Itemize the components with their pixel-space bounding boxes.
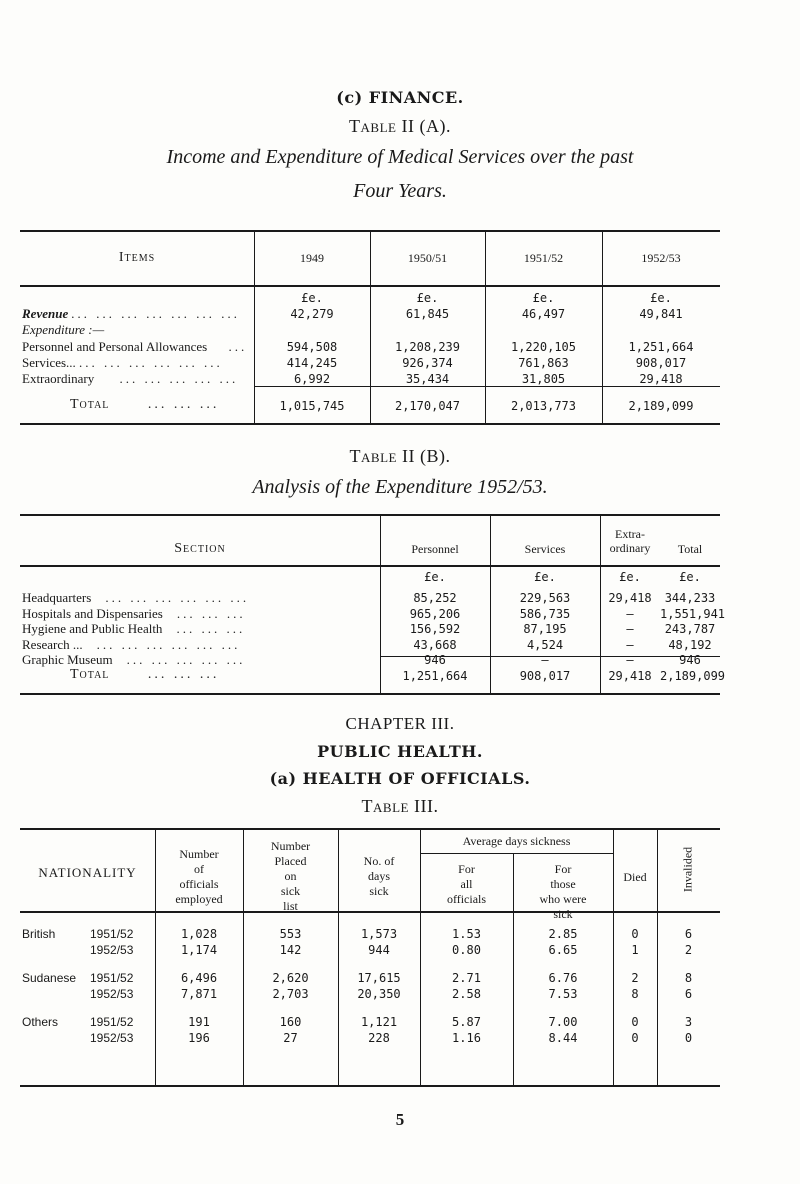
table-a-total-cell: 2,170,047 bbox=[394, 399, 461, 413]
table-c-year: 1952/53 bbox=[90, 1031, 134, 1045]
table-c-cell: 1,028 bbox=[180, 927, 218, 941]
table-b-cell: — bbox=[541, 653, 549, 667]
table-b-cell: — bbox=[626, 653, 634, 667]
table-a-heading: Table II (A). bbox=[349, 116, 451, 136]
table-c-nationality: British bbox=[22, 927, 56, 941]
chapter-heading: CHAPTER III. bbox=[345, 714, 455, 733]
table-b-total-label: Total ... ... ... bbox=[70, 667, 220, 682]
table-a-col-1952: 1952/53 bbox=[641, 251, 681, 265]
table-c-cell: 944 bbox=[368, 943, 390, 957]
table-c-year: 1951/52 bbox=[90, 971, 134, 985]
subsection-heading: (a) HEALTH OF OFFICIALS. bbox=[269, 769, 531, 788]
table-b-col-extra: Extra- ordinary bbox=[609, 527, 651, 555]
table-b-cell: 344,233 bbox=[664, 591, 716, 605]
table-b-cell: — bbox=[626, 622, 634, 636]
table-c-cell: 2 bbox=[631, 971, 639, 985]
table-c-cell: 0 bbox=[631, 1015, 639, 1029]
table-b-row-label: Headquarters ... ... ... ... ... ... bbox=[22, 590, 250, 605]
table-c-cell: 1,174 bbox=[180, 943, 218, 957]
table-c-cell: 3 bbox=[684, 1015, 693, 1029]
table-b-total-cell: 908,017 bbox=[519, 669, 571, 683]
table-c-cell: 8.44 bbox=[548, 1031, 578, 1045]
table-a-cell: 1,251,664 bbox=[628, 340, 694, 354]
table-c-cell: 0.80 bbox=[452, 943, 481, 957]
table-c-cell: 160 bbox=[279, 1015, 302, 1029]
table-c-cell: 2.85 bbox=[548, 927, 578, 941]
table-b-cell: 85,252 bbox=[413, 591, 457, 605]
table-a-unit: £e. bbox=[650, 291, 672, 305]
table-c-cell: 2,703 bbox=[272, 987, 309, 1001]
table-a-col-1951: 1951/52 bbox=[523, 251, 564, 265]
table-c-cell: 191 bbox=[188, 1015, 210, 1029]
table-a-cell: 1,208,239 bbox=[394, 340, 461, 354]
table-c-nationality: Sudanese bbox=[22, 971, 77, 985]
table-a-col-1950: 1950/51 bbox=[407, 251, 448, 265]
table-c-cell: 1.53 bbox=[452, 927, 481, 941]
table-c-cell: 1 bbox=[631, 943, 639, 957]
table-c-cell: 0 bbox=[631, 1031, 639, 1045]
table-a-cell: 414,245 bbox=[286, 356, 338, 370]
table-c-cell: 1,121 bbox=[360, 1015, 398, 1029]
table-b-cell: 48,192 bbox=[668, 637, 712, 652]
table-c-cell: 553 bbox=[279, 927, 302, 941]
table-a-cell: 594,508 bbox=[286, 340, 338, 354]
table-b-total-cell: 2,189,099 bbox=[660, 669, 726, 683]
table-a-total-label: Total ... ... ... bbox=[70, 397, 220, 412]
table-b-cell: 946 bbox=[679, 653, 701, 667]
table-a-cell: 49,841 bbox=[639, 307, 683, 321]
table-a-title-line1: Income and Expenditure of Medical Services over the past bbox=[166, 146, 634, 168]
table-b-cell: 87,195 bbox=[523, 622, 567, 636]
table-b-cell: 29,418 bbox=[608, 591, 652, 605]
table-b-unit: £e. bbox=[619, 570, 641, 584]
table-c-year: 1951/52 bbox=[90, 927, 134, 941]
table-c-cell: 1.16 bbox=[452, 1031, 481, 1045]
table-a-col-1949: 1949 bbox=[300, 251, 324, 265]
table-b-heading: Table II (B). bbox=[349, 446, 451, 466]
table-c-year: 1952/53 bbox=[90, 943, 134, 957]
table-b-unit: £e. bbox=[679, 570, 701, 584]
table-c-cell: 2.71 bbox=[452, 971, 481, 985]
table-c-cell: 142 bbox=[279, 943, 302, 957]
table-c-col-avg-sick: For those who were sick bbox=[539, 862, 587, 921]
table-c-cell: 196 bbox=[188, 1031, 210, 1045]
table-a-cell: 926,374 bbox=[402, 356, 453, 370]
chapter-title: PUBLIC HEALTH. bbox=[317, 742, 483, 761]
table-a-title-line2: Four Years. bbox=[353, 180, 447, 202]
table-a-cell: 42,279 bbox=[290, 307, 334, 321]
table-b-cell: 229,563 bbox=[519, 591, 571, 605]
table-c-col-invalided: Invalided bbox=[680, 846, 695, 893]
table-c-cell: 6,496 bbox=[180, 971, 218, 985]
table-b-row-label: Hospitals and Dispensaries ... ... ... bbox=[22, 605, 246, 621]
table-a-total-cell: 2,013,773 bbox=[510, 399, 577, 413]
table-c-cell: 6 bbox=[684, 927, 693, 941]
section-heading: (c) FINANCE. bbox=[336, 88, 464, 107]
table-a-col-items: Items bbox=[118, 250, 156, 265]
table-b-col-section: Section bbox=[174, 541, 226, 556]
table-a-unit: £e. bbox=[416, 291, 439, 305]
table-b-title: Analysis of the Expenditure 1952/53. bbox=[252, 476, 548, 498]
table-b-unit: £e. bbox=[534, 570, 556, 584]
table-c-cell: 2,620 bbox=[272, 971, 309, 985]
table-b-cell: 156,592 bbox=[409, 622, 461, 636]
table-c-col-nationality: NATIONALITY bbox=[38, 865, 137, 880]
table-c-cell: 2 bbox=[684, 943, 693, 957]
table-a-cell: 6,992 bbox=[293, 372, 331, 386]
table-c-cell: 6 bbox=[684, 987, 693, 1001]
table-a-cell: 761,863 bbox=[518, 356, 569, 370]
table-b-total-cell: 29,418 bbox=[608, 669, 652, 683]
table-b-col-services: Services bbox=[524, 542, 566, 556]
table-c-col-average: Average days sickness bbox=[462, 834, 571, 848]
table-a-row-label: Expenditure :— bbox=[22, 322, 105, 337]
table-a-cell: 1,220,105 bbox=[510, 340, 577, 354]
table-c-cell: 5.87 bbox=[452, 1015, 481, 1029]
table-a-unit: £e. bbox=[301, 291, 323, 305]
table-a-unit: £e. bbox=[532, 291, 555, 305]
table-a-cell: 61,845 bbox=[405, 307, 450, 321]
table-a-row-label: Revenue ... ... ... ... ... ... ... bbox=[22, 306, 241, 321]
table-c-cell: 7,871 bbox=[180, 987, 218, 1001]
table-b-col-personnel: Personnel bbox=[411, 542, 459, 556]
table-c-cell: 0 bbox=[631, 927, 639, 941]
table-b-cell: 243,787 bbox=[664, 622, 716, 636]
table-b-cell: 965,206 bbox=[409, 606, 461, 621]
table-b-cell: 1,551,941 bbox=[660, 606, 726, 621]
table-a-row-label: Extraordinary ... ... ... ... ... bbox=[22, 371, 239, 386]
table-c-col-died: Died bbox=[623, 870, 647, 884]
table-a-row-label: Personnel and Personal Allowances ... bbox=[22, 339, 248, 354]
page-number: 5 bbox=[395, 1110, 405, 1129]
table-b-col-total: Total bbox=[677, 542, 703, 556]
table-c-cell: 6.76 bbox=[548, 971, 578, 985]
table-a-cell: 35,434 bbox=[405, 372, 450, 386]
table-c-year: 1952/53 bbox=[90, 987, 134, 1001]
table-c-cell: 7.53 bbox=[548, 987, 578, 1001]
table-a-cell: 31,805 bbox=[521, 372, 566, 386]
table-b-cell: 946 bbox=[424, 653, 446, 667]
table-a-cell: 908,017 bbox=[635, 356, 687, 370]
table-c-heading: Table III. bbox=[361, 796, 439, 816]
table-c-cell: 2.58 bbox=[452, 987, 481, 1001]
table-b-cell: 586,735 bbox=[519, 606, 571, 621]
table-b-cell: — bbox=[626, 606, 634, 621]
table-c-col-sick-list: Number Placed on sick list bbox=[270, 839, 311, 913]
table-c-cell: 228 bbox=[368, 1031, 390, 1045]
table-c-cell: 0 bbox=[684, 1031, 693, 1045]
table-c-nationality: Others bbox=[22, 1015, 59, 1029]
table-b-cell: 43,668 bbox=[413, 637, 457, 652]
table-c-cell: 8 bbox=[631, 987, 639, 1001]
table-b-total-cell: 1,251,664 bbox=[402, 669, 468, 683]
table-c-col-employed: Number of officials employed bbox=[175, 847, 223, 906]
table-a-total-cell: 1,015,745 bbox=[279, 399, 345, 413]
table-b-cell: 4,524 bbox=[526, 637, 564, 652]
table-c-cell: 6.65 bbox=[548, 943, 578, 957]
table-b-row-label: Graphic Museum ... ... ... ... ... bbox=[22, 652, 246, 667]
table-b-unit: £e. bbox=[424, 570, 446, 584]
table-c-col-days-sick: No. of days sick bbox=[363, 854, 395, 898]
table-b-row-label: Research ... ... ... ... ... ... ... bbox=[22, 636, 241, 652]
table-c-cell: 7.00 bbox=[548, 1015, 578, 1029]
table-a-row-label: Services... ... ... ... ... ... ... bbox=[22, 355, 223, 370]
table-b-cell: — bbox=[626, 637, 634, 652]
table-c-cell: 27 bbox=[283, 1031, 298, 1045]
table-c-cell: 20,350 bbox=[357, 987, 401, 1001]
table-b-row-label: Hygiene and Public Health ... ... ... bbox=[22, 621, 246, 636]
table-a-total-cell: 2,189,099 bbox=[628, 399, 694, 413]
table-a-cell: 46,497 bbox=[521, 307, 566, 321]
table-c-cell: 8 bbox=[684, 971, 693, 985]
table-c-cell: 1,573 bbox=[360, 927, 398, 941]
table-c-cell: 17,615 bbox=[357, 971, 401, 985]
table-c-year: 1951/52 bbox=[90, 1015, 134, 1029]
table-a-cell: 29,418 bbox=[639, 372, 683, 386]
table-c-col-avg-all: For all officials bbox=[446, 862, 487, 906]
